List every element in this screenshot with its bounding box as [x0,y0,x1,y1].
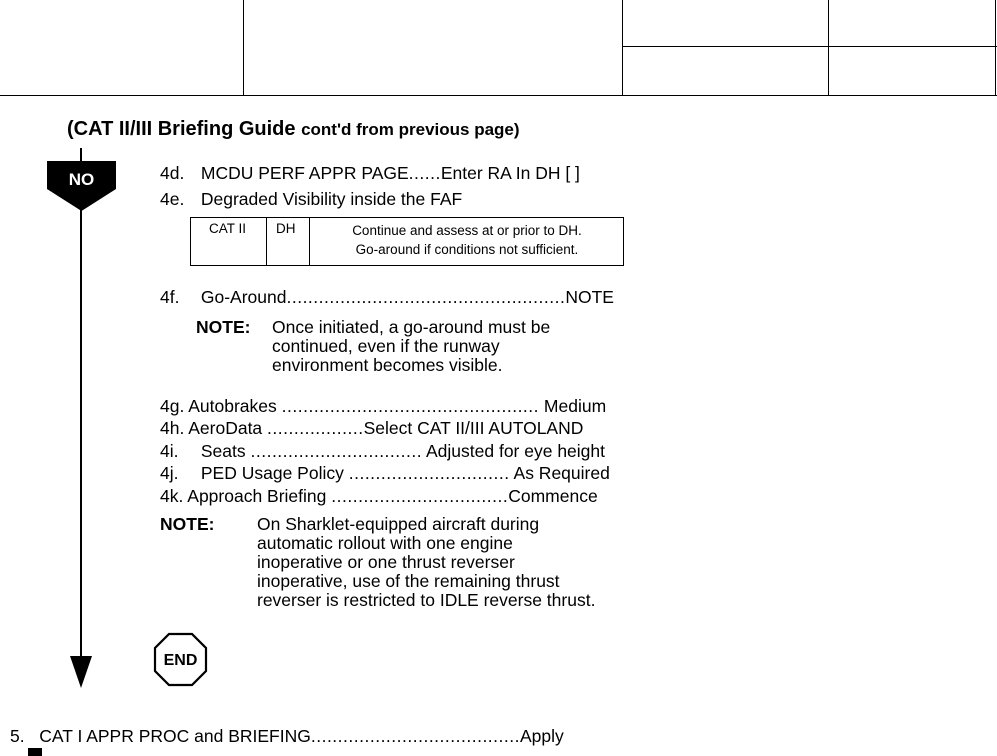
item-leader: ................................................ [281,396,540,416]
item-value: NOTE [565,287,614,307]
note-line: reverser is restricted to IDLE reverse thrust. [257,590,596,610]
item-number: 5. [10,726,25,746]
no-label: NO [68,170,95,189]
item-leader: ....................................... [310,726,520,746]
visibility-table [190,217,624,266]
item-leader: ...... [408,163,441,183]
item-text: Go-Around [200,287,287,307]
section-title [67,118,520,141]
note-line: automatic rollout with one engine [257,533,513,553]
item-value: Adjusted for eye height [426,441,606,461]
end-sign [153,632,208,687]
note-2-body [257,515,595,610]
item-number: 4f. [160,287,180,307]
note-line: inoperative, use of the remaining thrust [257,571,560,591]
item-4d [160,163,580,184]
title-main: (CAT II/III Briefing Guide [67,118,296,140]
note-line: continued, even if the runway [272,336,500,356]
visibility-dh-cell [266,218,310,265]
item-number: 4e. [160,189,185,209]
item-number: 4j. [160,463,179,483]
visibility-instructions [313,221,621,259]
title-suffix: cont'd from previous page) [301,120,520,139]
item-number: 4d. [160,163,185,183]
item-value: Commence [508,486,598,506]
visibility-dh: DH [276,221,296,236]
note-line: inoperative or one thrust reverser [257,552,515,572]
item-number: 4g. [160,396,185,416]
item-text: Approach Briefing [187,486,327,506]
header-divider [243,0,244,95]
note-label: NOTE: [196,317,251,337]
end-label: END [163,652,198,669]
item-4i [160,441,605,462]
note-1-body [272,318,550,375]
item-leader: ................................. [331,486,509,506]
flow-arrow-head-icon [70,656,92,688]
octagon-end-icon [153,632,208,687]
item-text: AeroData [188,418,263,438]
header-row-divider [622,46,997,47]
item-4e [160,189,462,210]
item-value: Select CAT II/III AUTOLAND [363,418,584,438]
item-value: Apply [519,726,564,746]
item-leader: ................................ [250,441,423,461]
item-value: As Required [513,463,610,483]
item-text: PED Usage Policy [200,463,344,483]
flow-arrow-line [80,148,82,663]
note-label: NOTE: [160,514,215,534]
item-value: Medium [543,396,607,416]
note-line: On Sharklet-equipped aircraft during [257,514,540,534]
header-divider [622,0,623,95]
item-4h [160,418,583,439]
note-line: environment becomes visible. [272,355,503,375]
pentagon-badge-icon [47,161,116,211]
item-4f [160,287,614,308]
item-text: Degraded Visibility inside the FAF [200,189,463,209]
next-item-marker [28,748,42,756]
item-leader: .................................................... [286,287,566,307]
visibility-cat-cell [191,218,267,265]
item-text: CAT I APPR PROC and BRIEFING [39,726,311,746]
item-4j [160,463,610,484]
item-4g [160,396,606,417]
header-divider [828,0,829,95]
item-value: Enter RA In DH [ ] [440,163,580,183]
header-divider [995,0,996,95]
item-text: Seats [200,441,246,461]
visibility-line: Go-around if conditions not sufficient. [355,242,579,257]
item-leader: .................. [267,418,364,438]
item-text: MCDU PERF APPR PAGE [200,163,409,183]
visibility-line: Continue and assess at or prior to DH. [352,223,582,238]
item-leader: .............................. [348,463,510,483]
item-number: 4k. [160,486,184,506]
header-table [0,0,997,96]
visibility-cat: CAT II [209,221,247,236]
item-4k [160,486,598,507]
note-line: Once initiated, a go-around must be [272,317,551,337]
item-number: 4h. [160,418,185,438]
item-number: 4i. [160,441,179,461]
item-text: Autobrakes [188,396,277,416]
item-5 [10,726,564,747]
no-branch-badge [47,161,116,211]
